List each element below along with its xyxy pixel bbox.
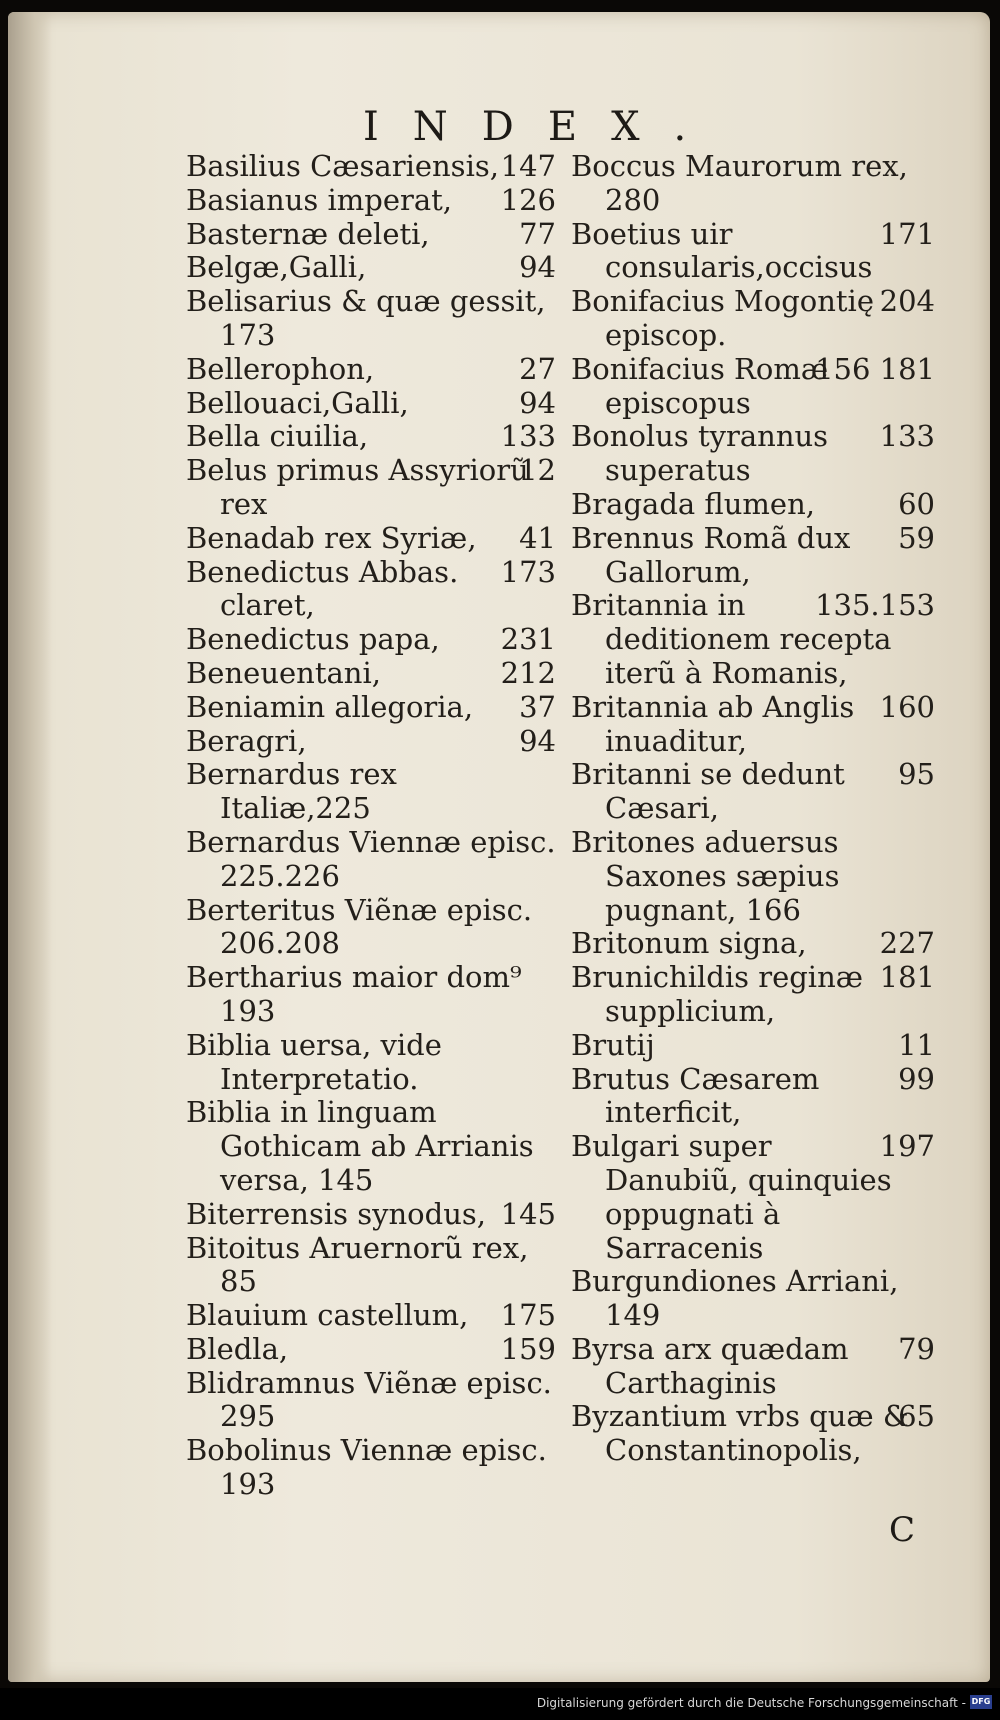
page-reference: 65 — [898, 1399, 935, 1434]
index-entry — [186, 184, 556, 218]
page-reference: 99 — [898, 1061, 935, 1096]
index-entry — [571, 1265, 935, 1333]
index-entry — [186, 387, 556, 421]
index-entry — [186, 522, 556, 556]
index-entry — [571, 353, 935, 421]
index-entry — [186, 1434, 556, 1502]
index-column-left — [186, 150, 556, 1502]
index-entry — [186, 1096, 556, 1197]
index-entry — [571, 961, 935, 1029]
page-reference: 133 — [500, 419, 556, 454]
entry-term: Brutus Cæsarem interficit, — [571, 1061, 820, 1130]
page-reference: 126 — [500, 182, 556, 217]
index-entry — [186, 894, 556, 962]
index-entry — [186, 556, 556, 624]
entry-term: Bragada flumen, — [571, 486, 815, 521]
entry-term: Bernardus Viennæ episc. 225.226 — [186, 824, 556, 893]
entry-term: Bellouaci,Galli, — [186, 385, 409, 420]
entry-term: Belisarius & quæ gessit, 173 — [186, 284, 546, 352]
entry-term: Biblia in linguam Gothicam ab Arrianis versa, 145 — [186, 1095, 534, 1197]
entry-term: Bledla, — [186, 1331, 289, 1366]
index-column-right — [571, 150, 935, 1468]
page-reference: 212 — [500, 655, 556, 690]
page-reference: 133 — [879, 419, 935, 454]
entry-term: Bonifacius Romæ episcopus — [571, 351, 829, 420]
page-reference: 77 — [519, 216, 556, 251]
index-entry — [186, 826, 556, 894]
page-reference: 94 — [519, 385, 556, 420]
index-entry — [186, 1029, 556, 1097]
entry-term: Basternæ deleti, — [186, 216, 430, 251]
page-reference: 171 — [879, 216, 935, 251]
index-entry — [186, 150, 556, 184]
entry-term: Byrsa arx quædam Carthaginis — [571, 1331, 849, 1400]
page-reference: 95 — [898, 757, 935, 792]
entry-term: Benadab rex Syriæ, — [186, 520, 477, 555]
entry-term: Bonifacius Mogontię episcop. — [571, 284, 874, 352]
index-entry — [571, 758, 935, 826]
index-entry — [571, 1333, 935, 1401]
entry-term: Blidramnus Viẽnæ episc. 295 — [186, 1365, 552, 1434]
index-entry — [571, 285, 935, 353]
index-entry — [186, 725, 556, 759]
entry-term: Beragri, — [186, 723, 307, 758]
funding-credit: Digitalisierung gefördert durch die Deutsche Forschungsgemeinschaft - — [536, 1696, 966, 1710]
entry-term: Bobolinus Viennæ episc. 193 — [186, 1433, 547, 1502]
page-reference: 147 — [500, 149, 556, 183]
page-reference: 173 — [500, 554, 556, 589]
index-entry — [571, 826, 935, 927]
index-entry — [186, 657, 556, 691]
page-reference: 135.153 — [815, 588, 935, 623]
entry-term: Burgundiones Arriani, 149 — [571, 1264, 899, 1333]
index-entry — [186, 758, 556, 826]
page-reference: 37 — [519, 689, 556, 724]
catchword: C — [888, 1510, 915, 1550]
entry-term: Britanni se dedunt Cæsari, — [571, 757, 845, 826]
entry-term: Bitoitus Aruernorũ rex, 85 — [186, 1230, 529, 1299]
index-entry — [571, 927, 935, 961]
entry-term: Belgæ,Galli, — [186, 250, 367, 285]
page-reference: 79 — [898, 1331, 935, 1366]
page-reference: 160 — [879, 689, 935, 724]
page-reference: 156 181 — [815, 351, 935, 386]
book-page — [8, 12, 990, 1682]
index-entry — [571, 1400, 935, 1468]
page-reference: 227 — [879, 926, 935, 961]
page-reference: 204 — [879, 284, 935, 319]
page-reference: 41 — [519, 520, 556, 555]
page-reference: 94 — [519, 723, 556, 758]
index-entry — [186, 1232, 556, 1300]
page-reference: 175 — [500, 1298, 556, 1333]
index-entry — [186, 1198, 556, 1232]
entry-term: Britannia in deditionem recepta iterũ à Romanis, — [571, 588, 892, 690]
entry-term: Bellerophon, — [186, 351, 375, 386]
page-reference: 145 — [500, 1196, 556, 1231]
page-reference: 27 — [519, 351, 556, 386]
entry-term: Benedictus papa, — [186, 622, 440, 657]
entry-term: Britones aduersus Saxones sæpius pugnant, 166 — [571, 824, 840, 927]
entry-term: Bulgari super Danubiũ, quinquies oppugnati à Sarracenis — [571, 1129, 892, 1265]
entry-term: Byzantium vrbs quæ & Constantinopolis, — [571, 1399, 909, 1468]
index-entry — [571, 1130, 935, 1265]
index-entry — [571, 1029, 935, 1063]
index-entry — [186, 285, 556, 353]
entry-term: Boetius uir consularis,occisus — [571, 216, 873, 285]
index-entry — [571, 488, 935, 522]
entry-term: Biblia uersa, vide Interpretatio. — [186, 1027, 442, 1096]
page-reference: 197 — [879, 1129, 935, 1164]
entry-term: Beneuentani, — [186, 655, 381, 690]
entry-term: Britannia ab Anglis inuaditur, — [571, 689, 855, 758]
entry-term: Belus primus Assyriorũ rex — [186, 453, 529, 521]
entry-term: Brunichildis reginæ supplicium, — [571, 960, 864, 1028]
running-title: INDEX. — [363, 104, 721, 150]
index-entry — [571, 691, 935, 759]
index-entry — [186, 691, 556, 725]
page-reference: 60 — [898, 486, 935, 521]
index-entry — [186, 251, 556, 285]
index-entry — [186, 961, 556, 1029]
entry-term: Brennus Romã dux Gallorum, — [571, 520, 851, 589]
entry-term: Berteritus Viẽnæ episc. 206.208 — [186, 892, 533, 961]
index-entry — [186, 1299, 556, 1333]
page-reference: 181 — [879, 960, 935, 995]
page-reference: 11 — [898, 1027, 935, 1062]
entry-term: Basianus imperat, — [186, 182, 453, 217]
entry-term: Bernardus rex Italiæ,225 — [186, 757, 397, 826]
entry-term: Britonum signa, — [571, 926, 807, 961]
entry-term: Bonolus tyrannus superatus — [571, 419, 829, 488]
page-reference: 159 — [500, 1331, 556, 1366]
index-entry — [186, 420, 556, 454]
entry-term: Boccus Maurorum rex, 280 — [571, 149, 908, 217]
footer-bar — [0, 1688, 1000, 1720]
dfg-logo: DFG — [970, 1695, 992, 1709]
page-reference: 94 — [519, 250, 556, 285]
index-entry — [186, 218, 556, 252]
index-entry — [186, 623, 556, 657]
index-entry — [571, 420, 935, 488]
entry-term: Brutij — [571, 1027, 655, 1062]
page-reference: 59 — [898, 520, 935, 555]
index-entry — [186, 454, 556, 522]
entry-term: Bella ciuilia, — [186, 419, 369, 454]
index-entry — [571, 522, 935, 590]
index-entry — [571, 1063, 935, 1131]
index-entry — [186, 353, 556, 387]
index-entry — [571, 589, 935, 690]
index-entry — [571, 218, 935, 286]
entry-term: Biterrensis synodus, — [186, 1196, 486, 1231]
index-entry — [186, 1333, 556, 1367]
index-entry — [186, 1367, 556, 1435]
entry-term: Basilius Cæsariensis, — [186, 149, 499, 183]
page-reference: 12 — [519, 453, 556, 488]
entry-term: Benedictus Abbas. claret, — [186, 554, 459, 623]
index-entry — [571, 150, 935, 218]
page-gutter — [8, 12, 52, 1682]
entry-term: Bertharius maior dom⁹ 193 — [186, 960, 522, 1028]
entry-term: Blauium castellum, — [186, 1298, 469, 1333]
page-reference: 231 — [500, 622, 556, 657]
entry-term: Beniamin allegoria, — [186, 689, 474, 724]
